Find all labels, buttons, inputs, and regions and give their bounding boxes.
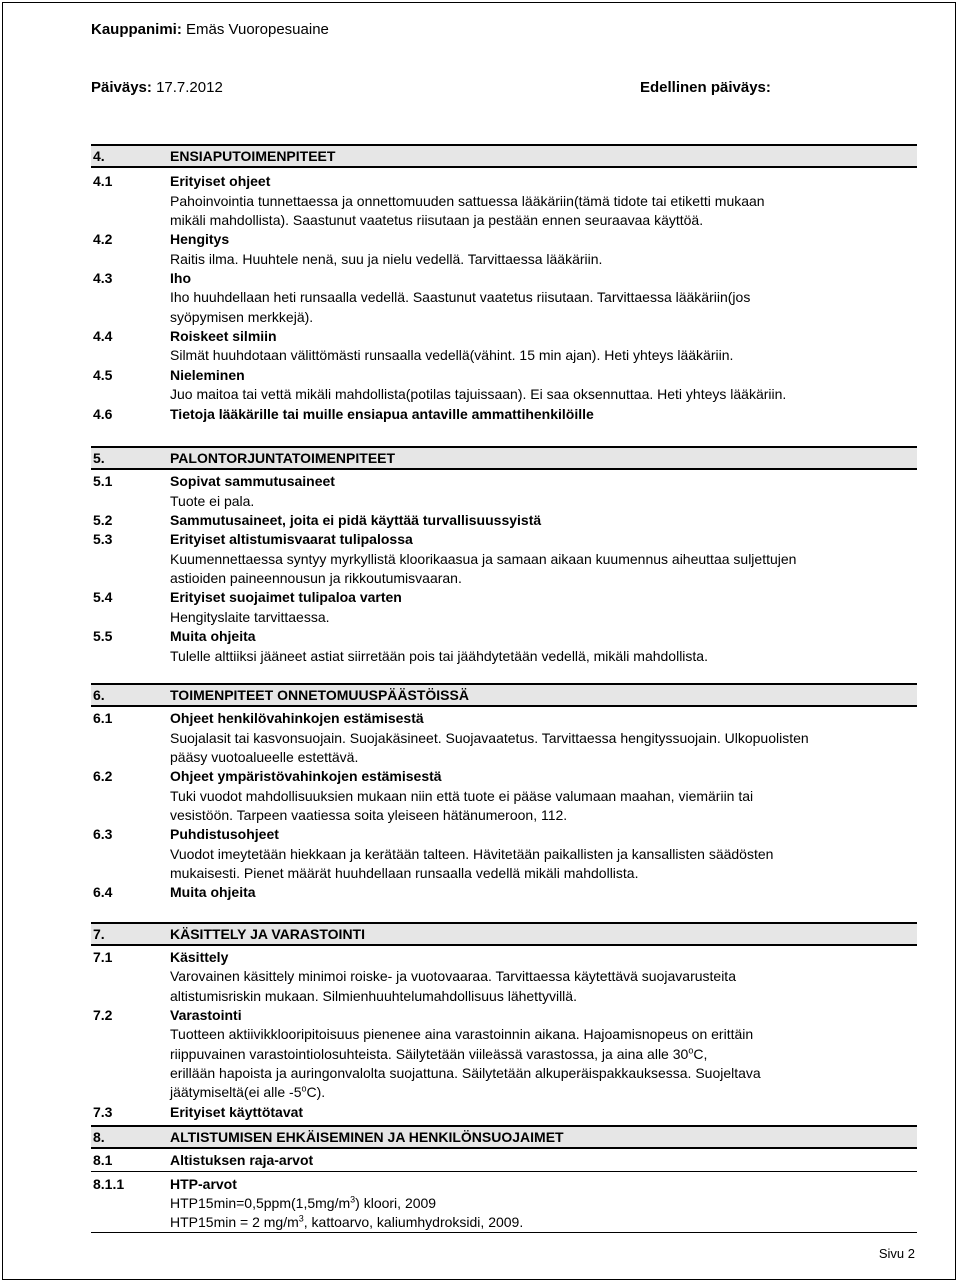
item-6-3 [91,825,917,845]
prev-date-label: Edellinen päiväys: [640,79,771,96]
item-4-5 [91,366,917,386]
date-label: Päiväys: [91,79,152,96]
item-4-4 [91,327,917,347]
section-number: 5. [93,450,105,467]
item-number: 4.1 [93,173,113,189]
item-5-2 [91,511,917,531]
text-line [170,1083,917,1102]
text-line: Tuki vuodot mahdollisuuksien mukaan niin että tuote ei pääse valumaan maahan, viemäriin tai [170,787,754,804]
section-number: 6. [93,687,105,704]
item-4-2 [91,230,917,250]
text-line: Tulelle alttiiksi jääneet astiat siirretään pois tai jäähdytetään vedellä, mikäli mahdollista. [170,647,708,664]
item-title: Muita ohjeita [170,628,256,645]
item-number: 4.3 [93,269,113,286]
item-8-1 [91,1151,917,1172]
item-4-3 [91,269,917,289]
section-title: TOIMENPITEET ONNETOMUUSPÄÄSTÖISSÄ [170,687,469,704]
text-line: Vuodot imeytetään hiekkaan ja kerätään talteen. Hävitetään paikallisten ja kansallisten säädösten [170,845,774,862]
item-5-4 [91,588,917,608]
item-6-2-text [170,787,917,826]
text-fragment: HTP15min=0,5ppm(1,5mg/m [170,1195,351,1212]
item-5-1 [91,472,917,492]
item-title: Roiskeet silmiin [170,327,277,344]
item-title: Ohjeet henkilövahinkojen estämisestä [170,710,424,727]
text-fragment: jäätymiseltä(ei alle -5 [170,1084,302,1101]
item-title: Varastointi [170,1006,242,1023]
item-7-1 [91,948,917,968]
item-title: Muita ohjeita [170,884,256,901]
section-number: 4. [93,148,105,164]
text-line: altistumisriskin mukaan. Silmienhuuhtelumahdollisuus lähettyvillä. [170,987,577,1004]
item-number: 7.3 [93,1103,113,1120]
text-line: mikäli mahdollista). Saastunut vaatetus riisutaan ja pestään ennen seuraavaa käyttöä. [170,211,704,228]
text-line: pääsy vuotoalueelle estettävä. [170,748,359,765]
item-title: Ohjeet ympäristövahinkojen estämisestä [170,768,442,785]
item-6-4 [91,883,917,903]
item-number: 5.3 [93,531,113,548]
item-4-1 [91,172,917,192]
item-title: HTP-arvot [170,1175,237,1192]
item-8-1-1 [91,1175,917,1195]
item-title: Hengitys [170,231,230,248]
text-line: vesistöön. Tarpeen vaatiessa soita yleiseen hätänumeroon, 112. [170,806,568,823]
item-number: 4.4 [93,327,113,344]
text-line: Kuumennettaessa syntyy myrkyllistä kloorikaasua ja samaan aikaan kuumennus aiheuttaa suljettujen [170,550,797,567]
section-8-header [91,1125,917,1149]
item-5-3-text [170,550,917,589]
item-number: 8.1.1 [93,1175,125,1192]
text-fragment: ) kloori, 2009 [355,1195,437,1212]
text-line: syöpymisen merkkejä). [170,308,314,325]
item-number: 8.1 [93,1152,113,1169]
item-title: Tietoja lääkärille tai muille ensiapua antaville ammattihenkilöille [170,405,594,422]
text-line: Juo maitoa tai vettä mikäli mahdollista(potilas tajuissaan). Ei saa oksennuttaa. Heti yhteys lääkäriin. [170,386,787,403]
text-line: erillään hapoista ja auringonvalolta suojattuna. Säilytetään alkuperäispakkauksessa. Suojeltava [170,1065,761,1082]
page-number: Sivu 2 [878,1246,915,1261]
item-number: 5.5 [93,628,113,645]
text-line: Suojalasit tai kasvonsuojain. Suojakäsineet. Suojavaatetus. Tarvittaessa hengityssuojain. Ulkopuolisten [170,729,809,746]
company-label: Kauppanimi: [91,21,182,38]
item-5-3 [91,530,917,550]
section-5-header [91,446,917,470]
text-line [170,1213,917,1232]
company-name: Emäs Vuoropesuaine [186,21,329,38]
item-number: 6.3 [93,826,113,843]
item-4-2-text [170,250,917,269]
item-title: Sopivat sammutusaineet [170,473,335,490]
item-7-3 [91,1103,917,1123]
item-number: 6.1 [93,710,113,727]
text-line: Varovainen käsittely minimoi roiske- ja vuotovaaraa. Tarvittaessa käytettävä suojavarusteita [170,968,736,985]
text-fragment: , kattoarvo, kaliumhydroksidi, 2009. [303,1214,524,1231]
text-fragment: riippuvainen varastointiolosuhteista. Säilytetään viileässä varastossa, ja aina alle 30 [170,1045,689,1062]
section-6-header [91,683,917,707]
item-number: 5.1 [93,473,113,490]
date-line [91,79,223,96]
text-line: Silmät huuhdotaan välittömästi runsaalla vedellä(vähint. 15 min ajan). Heti yhteys lääkäriin. [170,347,734,364]
text-line: Tuote ei pala. [170,492,255,509]
text-line: Pahoinvointia tunnettaessa ja onnettomuuden sattuessa lääkäriin(tämä tidote tai etiketti mukaan [170,192,765,209]
item-number: 4.5 [93,366,113,383]
text-line: astioiden paineennousun ja rikkoutumisvaaran. [170,570,462,587]
section-number: 8. [93,1129,105,1146]
date-value: 17.7.2012 [156,79,223,96]
item-6-1 [91,709,917,729]
item-number: 7.1 [93,948,113,965]
item-4-5-text [170,385,917,404]
item-8-1-1-text [170,1194,917,1233]
text-fragment: HTP15min = 2 mg/m [170,1214,299,1231]
item-number: 5.2 [93,511,113,528]
item-number: 7.2 [93,1006,113,1023]
text-line: Raitis ilma. Huuhtele nenä, suu ja nielu vedellä. Tarvittaessa lääkäriin. [170,250,603,267]
item-7-2 [91,1006,917,1026]
item-title: Erityiset käyttötavat [170,1103,304,1120]
item-number: 6.4 [93,884,113,901]
item-6-1-text [170,729,917,768]
text-line [170,1194,917,1213]
section-title: ALTISTUMISEN EHKÄISEMINEN JA HENKILÖNSUOJAIMET [170,1129,564,1146]
item-7-1-text [170,967,917,1006]
item-title: Erityiset altistumisvaarat tulipalossa [170,531,413,548]
item-number: 4.2 [93,231,113,248]
item-4-6 [91,405,917,425]
item-title: Käsittely [170,948,229,965]
section-title: KÄSITTELY JA VARASTOINTI [170,925,365,942]
superscript: 3 [298,1213,304,1224]
item-4-4-text [170,346,917,365]
document-body [91,144,917,1233]
item-5-4-text [170,608,917,627]
item-5-1-text [170,492,917,511]
item-title: Altistuksen raja-arvot [170,1152,314,1169]
item-7-2-text [170,1025,917,1102]
item-number: 6.2 [93,768,113,785]
text-fragment: C). [306,1084,326,1101]
text-line: Hengityslaite tarvittaessa. [170,608,330,625]
item-title: Erityiset suojaimet tulipaloa varten [170,589,402,606]
item-5-5-text [170,647,917,666]
section-number: 7. [93,925,105,942]
item-number: 4.6 [93,405,113,422]
item-4-1-text [170,192,917,231]
text-line: Iho huuhdellaan heti runsaalla vedellä. Saastunut vaatetus riisutaan. Tarvittaessa lääkäriin(jos [170,289,751,306]
section-title: ENSIAPUTOIMENPITEET [170,148,336,164]
superscript: o [301,1083,307,1094]
item-6-3-text [170,845,917,884]
item-title: Sammutusaineet, joita ei pidä käyttää turvallisuussyistä [170,511,542,528]
item-title: Nieleminen [170,366,245,383]
footer-divider [91,1232,917,1233]
item-title: Erityiset ohjeet [170,173,271,189]
company-line [91,21,329,38]
item-4-3-text [170,288,917,327]
item-5-5 [91,627,917,647]
item-title: Puhdistusohjeet [170,826,279,843]
text-fragment: C, [693,1045,708,1062]
section-7-header [91,922,917,946]
item-number: 5.4 [93,589,113,606]
section-4-header [91,144,917,168]
item-title: Iho [170,269,191,286]
section-title: PALONTORJUNTATOIMENPITEET [170,450,396,467]
item-6-2 [91,767,917,787]
superscript: o [688,1045,694,1056]
superscript: 3 [350,1194,356,1205]
text-line [170,1045,917,1064]
text-line: Tuotteen aktiivikklooripitoisuus pienenee aina varastoinnin aikana. Hajoamisnopeus on erittäin [170,1026,754,1043]
text-line: mukaisesti. Pienet määrät huuhdellaan runsaalla vedellä mikäli mahdollista. [170,865,639,882]
